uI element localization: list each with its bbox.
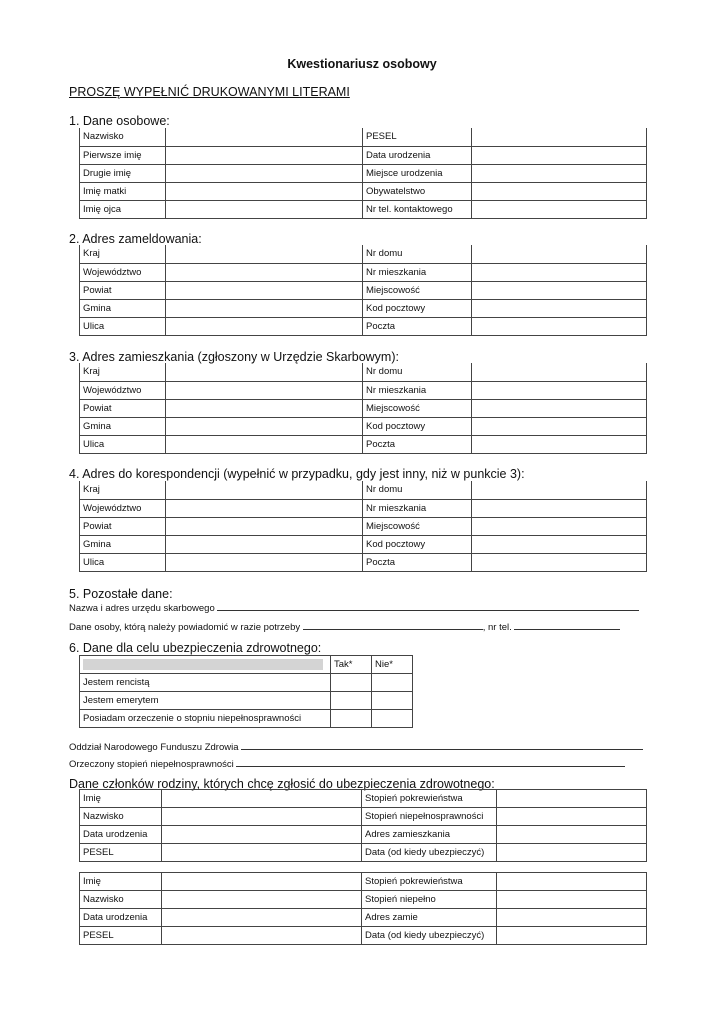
emergency-contact-label: Dane osoby, którą należy powiadomić w razie potrzeby <box>69 622 301 633</box>
field-label: Data (od kiedy ubezpieczyć) <box>362 844 497 862</box>
field-value[interactable] <box>497 927 647 945</box>
section1-rows <box>80 128 647 218</box>
instruction-subtitle: PROSZĘ WYPEŁNIĆ DRUKOWANYMI LITERAMI <box>69 85 350 99</box>
form-row <box>80 263 647 281</box>
pensioner-label: Jestem rencistą <box>80 674 331 692</box>
form-row <box>80 873 647 891</box>
field-label: Nazwisko <box>80 128 166 146</box>
field-value[interactable] <box>472 363 647 381</box>
form-row <box>80 435 647 453</box>
section-4-heading: 4. Adres do korespondencji (wypełnić w przypadku, gdy jest inny, niż w punkcie 3): <box>69 467 525 481</box>
registered-address-table <box>79 245 647 336</box>
form-row <box>80 164 647 182</box>
field-label: Stopień niepełno <box>362 891 497 909</box>
field-value[interactable] <box>497 873 647 891</box>
field-label: Nr domu <box>363 481 472 499</box>
insurance-status-table <box>79 655 413 728</box>
form-row <box>80 363 647 381</box>
section4-rows <box>80 481 647 571</box>
personal-data-table <box>79 128 647 219</box>
field-value[interactable] <box>166 381 363 399</box>
field-label: Ulica <box>80 317 166 335</box>
field-label: Kraj <box>80 363 166 381</box>
section-5-heading: 5. Pozostałe dane: <box>69 587 173 601</box>
form-row <box>80 790 647 808</box>
form-row <box>80 417 647 435</box>
field-value[interactable] <box>166 535 363 553</box>
field-value[interactable] <box>472 317 647 335</box>
field-value[interactable] <box>166 317 363 335</box>
yes-column-header: Tak* <box>331 656 372 674</box>
phone-label: , nr tel. <box>482 622 512 633</box>
correspondence-address-table <box>79 481 647 572</box>
field-label: Poczta <box>363 317 472 335</box>
nfz-branch-field[interactable] <box>241 740 643 750</box>
field-value[interactable] <box>497 808 647 826</box>
field-value[interactable] <box>162 844 362 862</box>
field-value[interactable] <box>166 245 363 263</box>
field-value[interactable] <box>162 826 362 844</box>
family-members-heading: Dane członków rodziny, których chcę zgłosić do ubezpieczenia zdrowotnego: <box>69 777 495 791</box>
field-label: Data urodzenia <box>80 909 162 927</box>
form-row <box>80 381 647 399</box>
field-value[interactable] <box>472 128 647 146</box>
tax-office-line <box>69 601 639 614</box>
field-value[interactable] <box>166 363 363 381</box>
form-row <box>80 200 647 218</box>
field-value[interactable] <box>472 164 647 182</box>
field-value[interactable] <box>497 826 647 844</box>
retiree-yes-cell[interactable] <box>331 692 372 710</box>
form-row <box>80 128 647 146</box>
field-label: Miejsce urodzenia <box>363 164 472 182</box>
field-value[interactable] <box>497 909 647 927</box>
form-row <box>80 146 647 164</box>
retiree-no-cell[interactable] <box>372 692 413 710</box>
field-label: Nazwisko <box>80 808 162 826</box>
form-row <box>80 399 647 417</box>
field-label: PESEL <box>363 128 472 146</box>
section-1-heading: 1. Dane osobowe: <box>69 114 170 128</box>
field-value[interactable] <box>166 481 363 499</box>
form-row <box>80 499 647 517</box>
field-label: Powiat <box>80 281 166 299</box>
form-row <box>80 481 647 499</box>
field-value[interactable] <box>162 927 362 945</box>
field-label: Nr mieszkania <box>363 263 472 281</box>
field-value[interactable] <box>162 790 362 808</box>
field-label: Obywatelstwo <box>363 182 472 200</box>
field-value[interactable] <box>166 146 363 164</box>
field-label: Stopień pokrewieństwa <box>362 873 497 891</box>
field-label: Data (od kiedy ubezpieczyć) <box>362 927 497 945</box>
field-label: Miejscowość <box>363 281 472 299</box>
form-row <box>80 891 647 909</box>
field-value[interactable] <box>162 873 362 891</box>
field-value[interactable] <box>497 844 647 862</box>
retiree-label: Jestem emerytem <box>80 692 331 710</box>
field-label: Województwo <box>80 499 166 517</box>
field-value[interactable] <box>497 790 647 808</box>
field-value[interactable] <box>472 200 647 218</box>
section-3-heading: 3. Adres zamieszkania (zgłoszony w Urzędzie Skarbowym): <box>69 350 399 364</box>
pensioner-yes-cell[interactable] <box>331 674 372 692</box>
form-row <box>80 826 647 844</box>
no-column-header: Nie* <box>372 656 413 674</box>
disability-degree-field[interactable] <box>236 757 625 767</box>
section-6-heading: 6. Dane dla celu ubezpieczenia zdrowotnego: <box>69 641 322 655</box>
section2-rows <box>80 245 647 335</box>
disability-certificate-yes-cell[interactable] <box>331 710 372 728</box>
form-row <box>80 517 647 535</box>
field-label: Powiat <box>80 399 166 417</box>
insurance-header-cell <box>80 656 331 674</box>
field-label: Data urodzenia <box>80 826 162 844</box>
form-row <box>80 909 647 927</box>
emergency-contact-line <box>69 620 620 633</box>
field-value[interactable] <box>166 517 363 535</box>
field-label: Gmina <box>80 299 166 317</box>
form-row <box>80 182 647 200</box>
form-row <box>80 299 647 317</box>
field-value[interactable] <box>166 553 363 571</box>
field-label: Nr domu <box>363 363 472 381</box>
field-value[interactable] <box>472 535 647 553</box>
field-label: Stopień niepełnosprawności <box>362 808 497 826</box>
field-value[interactable] <box>166 435 363 453</box>
page-title: Kwestionariusz osobowy <box>287 57 437 71</box>
field-value[interactable] <box>166 299 363 317</box>
field-label: Adres zamie <box>362 909 497 927</box>
field-label: Kod pocztowy <box>363 535 472 553</box>
field-label: Nr tel. kontaktowego <box>363 200 472 218</box>
field-value[interactable] <box>472 517 647 535</box>
disability-degree-label: Orzeczony stopień niepełnosprawności <box>69 759 234 770</box>
form-row <box>80 808 647 826</box>
field-value[interactable] <box>472 182 647 200</box>
field-label: Gmina <box>80 535 166 553</box>
field-value[interactable] <box>472 435 647 453</box>
field-value[interactable] <box>472 146 647 164</box>
field-label: Nr mieszkania <box>363 499 472 517</box>
family-member-table-1 <box>79 789 647 862</box>
section3-rows <box>80 363 647 453</box>
emergency-phone-field[interactable] <box>514 620 620 630</box>
field-value[interactable] <box>166 164 363 182</box>
form-row <box>80 245 647 263</box>
field-label: Adres zamieszkania <box>362 826 497 844</box>
field-label: Nr domu <box>363 245 472 263</box>
disability-certificate-label: Posiadam orzeczenie o stopniu niepełnosprawności <box>80 710 331 728</box>
field-label: Kod pocztowy <box>363 417 472 435</box>
field-label: Gmina <box>80 417 166 435</box>
field-value[interactable] <box>472 553 647 571</box>
field-label: Stopień pokrewieństwa <box>362 790 497 808</box>
field-value[interactable] <box>472 399 647 417</box>
field-label: Imię <box>80 873 162 891</box>
field-value[interactable] <box>472 245 647 263</box>
emergency-contact-field[interactable] <box>303 620 483 630</box>
field-label: Ulica <box>80 553 166 571</box>
field-value[interactable] <box>162 909 362 927</box>
field-label: Imię matki <box>80 182 166 200</box>
form-row <box>80 553 647 571</box>
form-row <box>80 317 647 335</box>
field-value[interactable] <box>166 499 363 517</box>
field-value[interactable] <box>497 891 647 909</box>
field-label: Kod pocztowy <box>363 299 472 317</box>
field-label: Miejscowość <box>363 517 472 535</box>
field-value[interactable] <box>166 281 363 299</box>
field-label: Województwo <box>80 381 166 399</box>
field-value[interactable] <box>162 808 362 826</box>
shaded-header-block <box>83 659 323 670</box>
field-value[interactable] <box>472 481 647 499</box>
residence-address-table <box>79 363 647 454</box>
field-label: Poczta <box>363 435 472 453</box>
field-value[interactable] <box>472 281 647 299</box>
field-label: Kraj <box>80 481 166 499</box>
pensioner-no-cell[interactable] <box>372 674 413 692</box>
field-label: Poczta <box>363 553 472 571</box>
family-member-table-2 <box>79 872 647 945</box>
field-value[interactable] <box>166 417 363 435</box>
disability-certificate-no-cell[interactable] <box>372 710 413 728</box>
field-label: Imię ojca <box>80 200 166 218</box>
disability-degree-line <box>69 757 625 770</box>
field-value[interactable] <box>166 128 363 146</box>
family2-rows <box>80 873 647 945</box>
field-label: Ulica <box>80 435 166 453</box>
field-value[interactable] <box>472 417 647 435</box>
field-label: Powiat <box>80 517 166 535</box>
field-label: Drugie imię <box>80 164 166 182</box>
nfz-branch-label: Oddział Narodowego Funduszu Zdrowia <box>69 742 239 753</box>
field-label: PESEL <box>80 844 162 862</box>
field-value[interactable] <box>472 499 647 517</box>
form-row <box>80 927 647 945</box>
field-value[interactable] <box>166 200 363 218</box>
field-label: Nr mieszkania <box>363 381 472 399</box>
field-label: Pierwsze imię <box>80 146 166 164</box>
field-value[interactable] <box>166 182 363 200</box>
field-value[interactable] <box>472 381 647 399</box>
section-2-heading: 2. Adres zameldowania: <box>69 232 202 246</box>
family1-rows <box>80 790 647 862</box>
field-value[interactable] <box>166 263 363 281</box>
tax-office-field[interactable] <box>217 601 639 611</box>
field-label: Województwo <box>80 263 166 281</box>
field-label: Data urodzenia <box>363 146 472 164</box>
field-label: PESEL <box>80 927 162 945</box>
field-label: Kraj <box>80 245 166 263</box>
form-row <box>80 281 647 299</box>
field-value[interactable] <box>166 399 363 417</box>
field-label: Nazwisko <box>80 891 162 909</box>
field-value[interactable] <box>472 299 647 317</box>
form-row <box>80 535 647 553</box>
field-label: Miejscowość <box>363 399 472 417</box>
form-row <box>80 844 647 862</box>
field-value[interactable] <box>472 263 647 281</box>
nfz-branch-line <box>69 740 643 753</box>
field-label: Imię <box>80 790 162 808</box>
field-value[interactable] <box>162 891 362 909</box>
tax-office-label: Nazwa i adres urzędu skarbowego <box>69 603 215 614</box>
